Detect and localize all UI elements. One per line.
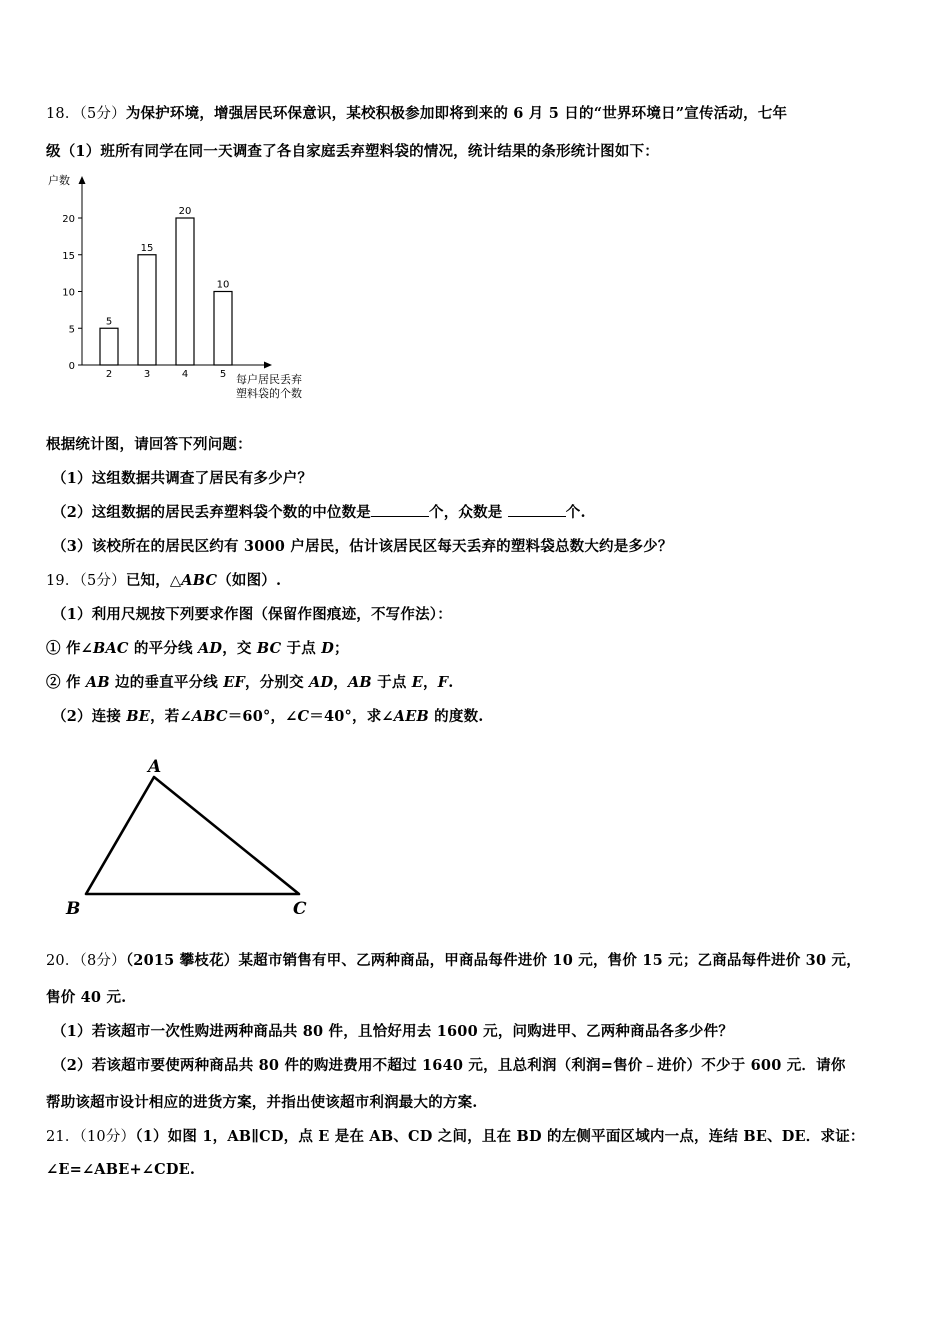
q20-text: （2015 攀枝花）某超市销售有甲、乙两种商品，甲商品每件进价 10 元，售价 15 元；乙商品每件进价 30 元， [125, 952, 861, 969]
q19-construct1-text: ，交 [222, 640, 257, 657]
bar [100, 328, 118, 365]
x-tick-label: 3 [143, 369, 151, 380]
q19-part2-text: 的度数. [428, 708, 484, 725]
q19-construct1-text: BAC [93, 640, 129, 657]
q19-construct2-text: F [437, 674, 449, 691]
q20-part1: （1）若该超市一次性购进两种商品共 80 件，且恰好用去 1600 元，问购进甲、乙两种商品各多少件？ [52, 1023, 734, 1040]
q19-construct2-text: 于点 [371, 674, 412, 691]
q19-part2-text: ABC [191, 708, 228, 725]
q19-construct1-text: 于点 [281, 640, 322, 657]
x-tick-label: 2 [105, 369, 113, 380]
bars [100, 206, 232, 380]
q19-construct1-text: ① 作∠ [46, 640, 93, 657]
q19-part2-text: ，若∠ [150, 708, 192, 725]
q21-line2: ∠E=∠ABE+∠CDE. [46, 1161, 196, 1178]
y-axis-label: 户数 [48, 174, 70, 187]
y-tick-label: 10 [62, 287, 75, 299]
bar-data-label: 5 [105, 316, 113, 328]
q18-part2 [52, 501, 586, 522]
q19-construct2-text: 边的垂直平分线 [109, 674, 224, 691]
q19-construct2-text: EF [223, 674, 245, 691]
q18-part2-a: （2）这组数据的居民丢弃塑料袋个数的中位数是 [52, 504, 371, 521]
q19-part1: （1）利用尺规按下列要求作图（保留作图痕迹，不写作法）： [52, 606, 452, 623]
q19-construct2-text: ， [333, 674, 348, 691]
y-tick-label: 20 [62, 214, 75, 225]
q20-part2-line1: （2）若该超市要使两种商品共 80 件的购进费用不超过 1640 元，且总利润（利润=售价﹣进价）不少于 600 元．请你 [52, 1057, 846, 1074]
vertex-a-label: A [148, 757, 162, 777]
q18-text: 为保护环境，增强居民环保意识，某校积极参加即将到来的 6 月 5 日的“世界环境日”宣传活动，七年 [125, 105, 788, 122]
x-axis-label-line1: 每户居民丢弃 [236, 373, 302, 386]
vertex-c-label: C [293, 899, 307, 919]
q20-line1 [46, 949, 861, 970]
bar [138, 255, 156, 365]
y-ticks [62, 214, 82, 372]
q19-construct2-text: ，分别交 [244, 674, 310, 691]
q18-part2-c: 个. [565, 504, 586, 521]
y-tick-label: 5 [68, 324, 75, 336]
q19-construct1 [46, 637, 349, 658]
q21-number: 21．（10分） [46, 1129, 136, 1145]
bar-data-label: 15 [140, 242, 154, 254]
triangle-abc [86, 777, 299, 894]
vertex-b-label: B [66, 899, 81, 919]
y-tick-label: 0 [68, 361, 75, 372]
q19-construct2-text: ② 作 [46, 674, 86, 691]
x-tick-label: 5 [219, 369, 227, 380]
q18-line1 [46, 102, 787, 123]
bar [214, 292, 232, 366]
q19-construct1-text: ； [334, 640, 349, 657]
q19-part2-text: ＝40°，求∠ [309, 708, 394, 725]
triangle-figure [55, 752, 335, 932]
q19-construct2-text: E [411, 674, 424, 691]
bar-data-label: 20 [178, 206, 192, 217]
y-tick-label: 15 [62, 250, 75, 262]
q19-text: 已知，△ [125, 572, 182, 589]
q18-part2-b: 个，众数是 [429, 504, 508, 521]
q21-line1 [46, 1125, 865, 1146]
q18-part1: （1）这组数据共调查了居民有多少户？ [52, 470, 313, 487]
q19-part2 [52, 705, 484, 726]
q18-lead: 根据统计图，请回答下列问题： [46, 436, 252, 453]
bar-data-label: 10 [216, 279, 230, 291]
x-axis-label-line2: 塑料袋的个数 [236, 387, 302, 400]
q19-text: ABC [181, 572, 218, 589]
q19-construct2 [46, 671, 454, 692]
bar [176, 218, 194, 365]
q19-part2-text: （2）连接 [52, 708, 127, 725]
q19-construct1-text: BC [256, 640, 282, 657]
q19-part2-text: AEB [393, 708, 429, 725]
q21-text: （1）如图 1，AB∥CD，点 E 是在 AB、CD 之间，且在 BD 的左侧平面区域内一点，连结 BE、DE．求证： [135, 1128, 865, 1145]
x-tick-label: 4 [181, 369, 189, 380]
q18-line2: 级（1）班所有同学在同一天调查了各自家庭丢弃塑料袋的情况，统计结果的条形统计图如下： [46, 143, 659, 160]
bar-chart [40, 168, 340, 403]
q20-number: 20．（8分） [46, 953, 126, 969]
q19-construct1-text: D [321, 640, 334, 657]
q19-construct2-text: AD [309, 674, 334, 691]
q19-part2-text: ＝60°，∠ [227, 708, 298, 725]
q18-number: 18．（5分） [46, 106, 126, 122]
q19-part2-text: C [297, 708, 310, 725]
q19-construct1-text: 的平分线 [128, 640, 198, 657]
q19-line1 [46, 569, 281, 590]
answer-blank [371, 504, 429, 517]
q19-text: （如图）. [217, 572, 282, 589]
q20-part2-line2: 帮助该超市设计相应的进货方案，并指出使该超市利润最大的方案. [46, 1094, 478, 1111]
q19-construct1-text: AD [197, 640, 223, 657]
q20-line2: 售价 40 元. [46, 989, 127, 1006]
q19-construct2-text: AB [85, 674, 110, 691]
q19-number: 19．（5分） [46, 573, 126, 589]
q18-part3: （3）该校所在的居民区约有 3000 户居民，估计该居民区每天丢弃的塑料袋总数大约是多少？ [52, 538, 673, 555]
q19-construct2-text: ， [423, 674, 438, 691]
x-axis-arrow [264, 362, 272, 369]
y-axis-arrow [79, 176, 86, 184]
q19-part2-text: BE [126, 708, 151, 725]
answer-blank [508, 504, 566, 517]
q19-construct2-text: . [448, 674, 454, 691]
q19-construct2-text: AB [347, 674, 372, 691]
